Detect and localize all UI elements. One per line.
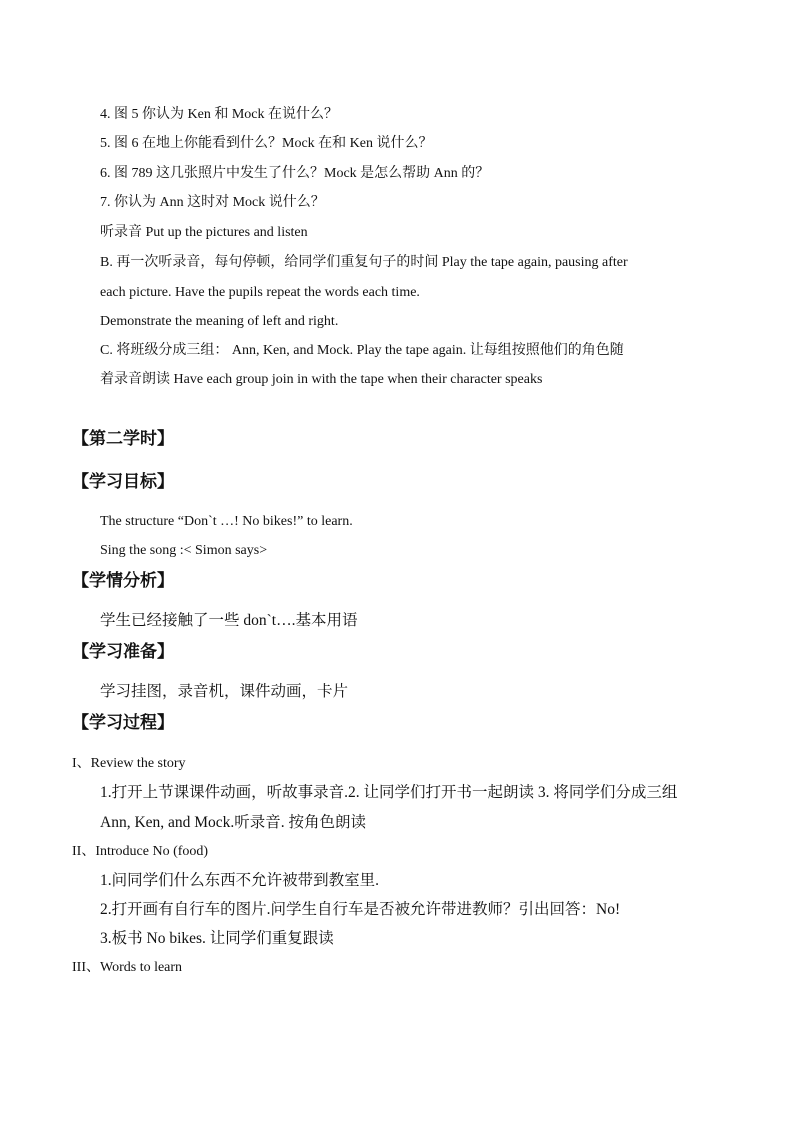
- heading-process: 【学习过程】: [72, 713, 174, 733]
- analysis-text: 学生已经接触了一些 don`t….基本用语: [100, 612, 358, 629]
- heading-objectives: 【学习目标】: [72, 472, 174, 492]
- preparation-text: 学习挂图，录音机，课件动画，卡片: [100, 683, 349, 700]
- step-b-line1: B. 再一次听录音，每句停顿，给同学们重复句子的时间 Play the tape again, pausing after: [100, 255, 628, 270]
- question-4: 4. 图 5 你认为 Ken 和 Mock 在说什么？: [100, 107, 338, 122]
- question-5: 5. 图 6 在地上你能看到什么？Mock 在和 Ken 说什么？: [100, 136, 433, 151]
- process-intro-item-3: 3.板书 No bikes. 让同学们重复跟读: [100, 930, 334, 947]
- question-7: 7. 你认为 Ann 这时对 Mock 说什么？: [100, 195, 325, 210]
- objective-1: The structure “Don`t …! No bikes!” to learn.: [100, 514, 353, 529]
- heading-preparation: 【学习准备】: [72, 642, 174, 662]
- demonstrate-line: Demonstrate the meaning of left and right.: [100, 314, 339, 329]
- question-6: 6. 图 789 这几张照片中发生了什么？Mock 是怎么帮助 Ann 的？: [100, 166, 490, 181]
- step-b-line2: each picture. Have the pupils repeat the words each time.: [100, 285, 420, 300]
- step-c-line2: 着录音朗读 Have each group join in with the tape when their character speaks: [100, 372, 543, 387]
- process-review-line2: Ann, Ken, and Mock.听录音. 按角色朗读: [100, 814, 367, 831]
- process-intro-title: II、Introduce No (food): [72, 844, 209, 859]
- step-c-line1: C. 将班级分成三组： Ann, Ken, and Mock. Play the tape again. 让每组按照他们的角色随: [100, 343, 624, 358]
- listen-instruction: 听录音 Put up the pictures and listen: [100, 225, 308, 240]
- objective-2: Sing the song :< Simon says>: [100, 543, 268, 558]
- process-words-title: III、Words to learn: [72, 960, 183, 975]
- heading-analysis: 【学情分析】: [72, 571, 174, 591]
- process-intro-item-1: 1.问同学们什么东西不允许被带到教室里.: [100, 872, 380, 889]
- process-review-line1: 1.打开上节课课件动画，听故事录音.2. 让同学们打开书一起朗读 3. 将同学们分成三组: [100, 784, 678, 801]
- process-intro-item-2: 2.打开画有自行车的图片.问学生自行车是否被允许带进教师？引出回答：No!: [100, 901, 621, 918]
- heading-second-period: 【第二学时】: [72, 429, 174, 449]
- process-review-title: I、Review the story: [72, 756, 186, 771]
